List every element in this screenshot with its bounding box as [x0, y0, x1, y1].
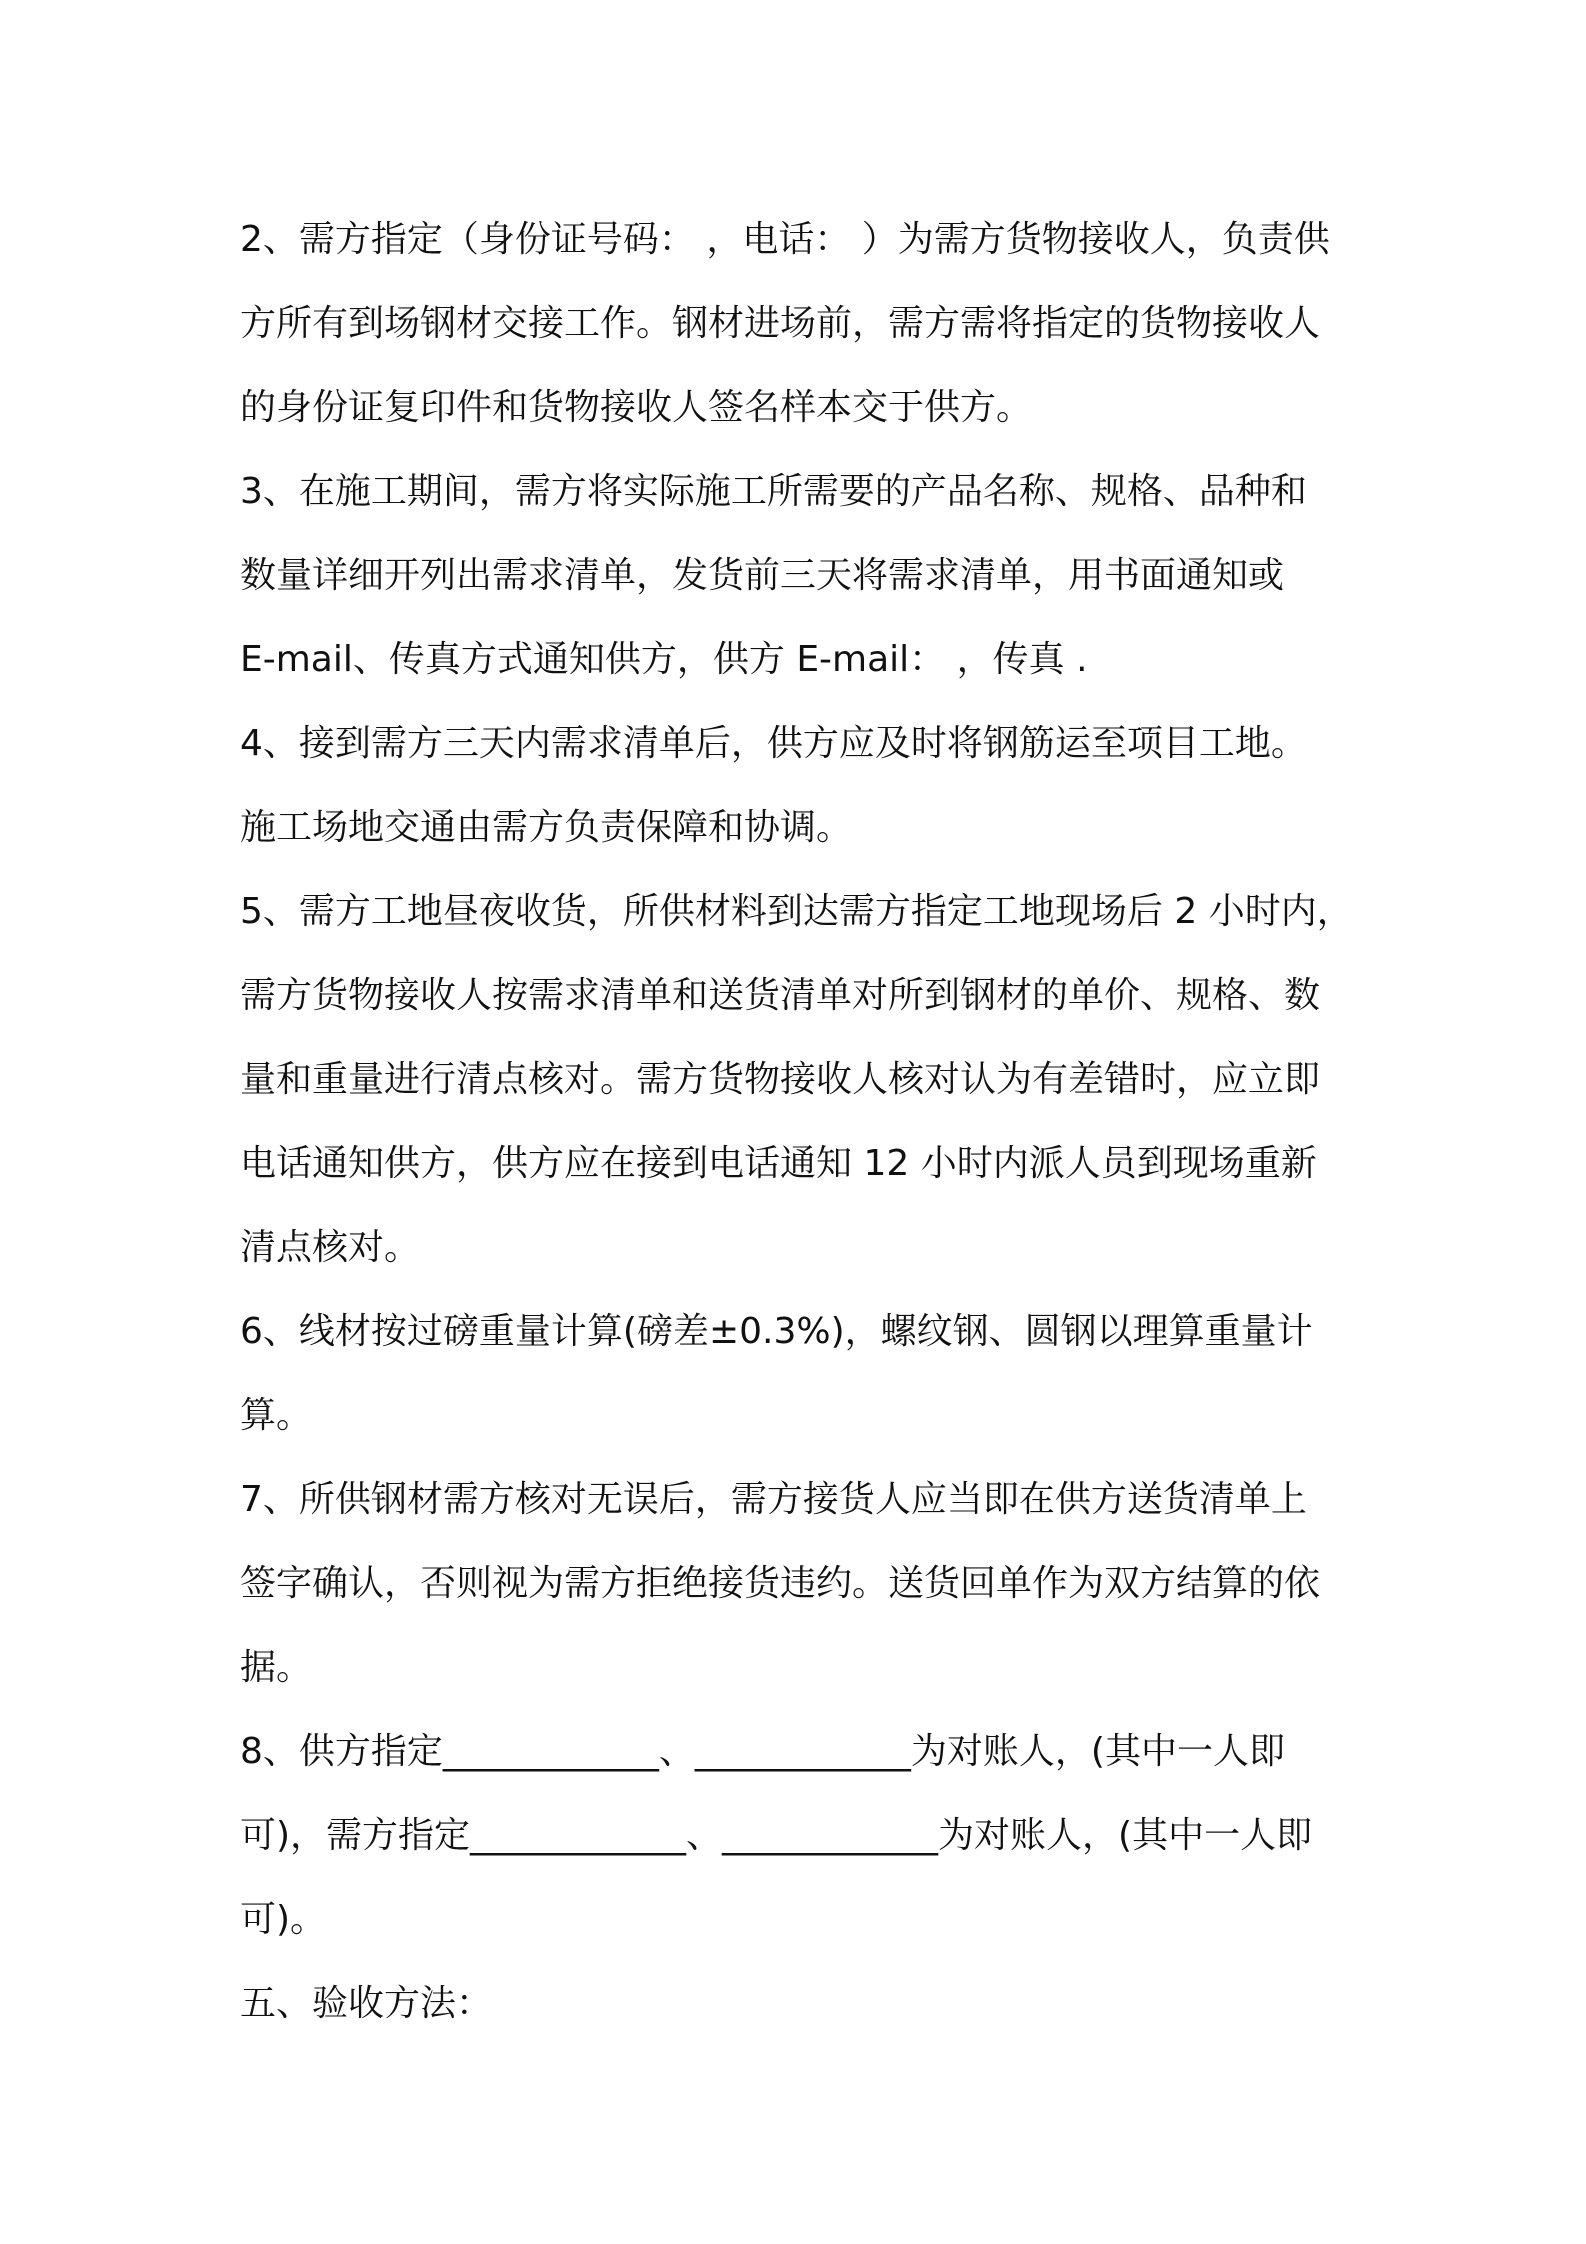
text-line: 数量详细开列出需求清单，发货前三天将需求清单，用书面通知或 — [240, 555, 1285, 596]
text-line: 可)。 — [240, 1899, 327, 1940]
text-line: 可)，需方指定____________、____________为对账人，(其中一人即 — [240, 1815, 1313, 1856]
text-line: 4、接到需方三天内需求清单后，供方应及时将钢筋运至项目工地。 — [240, 723, 1307, 764]
text-line: 8、供方指定____________、____________为对账人，(其中一人即 — [240, 1731, 1285, 1772]
text-line: 2、需方指定（身份证号码： ，电话： ）为需方货物接收人，负责供 — [240, 219, 1330, 260]
text-line: 方所有到场钢材交接工作。钢材进场前，需方需将指定的货物接收人 — [240, 303, 1321, 344]
text-line: 据。 — [240, 1647, 313, 1688]
section-heading: 五、验收方法： — [240, 1983, 493, 2024]
text-line: 量和重量进行清点核对。需方货物接收人核对认为有差错时，应立即 — [240, 1059, 1321, 1100]
text-line: 的身份证复印件和货物接收人签名样本交于供方。 — [240, 387, 1033, 428]
text-line: 施工场地交通由需方负责保障和协调。 — [240, 807, 853, 848]
text-line: 6、线材按过磅重量计算(磅差±0.3%)，螺纹钢、圆钢以理算重量计 — [240, 1311, 1313, 1352]
text-line: 签字确认，否则视为需方拒绝接货违约。送货回单作为双方结算的依 — [240, 1563, 1321, 1604]
text-line: 算。 — [240, 1395, 313, 1436]
text-line: 电话通知供方，供方应在接到电话通知 12 小时内派人员到现场重新 — [240, 1143, 1317, 1184]
text-line: 5、需方工地昼夜收货，所供材料到达需方指定工地现场后 2 小时内， — [240, 891, 1353, 932]
text-line: 3、在施工期间，需方将实际施工所需要的产品名称、规格、品种和 — [240, 471, 1307, 512]
text-line: 需方货物接收人按需求清单和送货清单对所到钢材的单价、规格、数 — [240, 975, 1321, 1016]
text-line: 7、所供钢材需方核对无误后，需方接货人应当即在供方送货清单上 — [240, 1479, 1307, 1520]
text-line: 清点核对。 — [240, 1227, 421, 1268]
text-line: E-mail、传真方式通知供方，供方 E-mail： ，传真 . — [240, 639, 1088, 680]
document-body — [240, 198, 1365, 2046]
